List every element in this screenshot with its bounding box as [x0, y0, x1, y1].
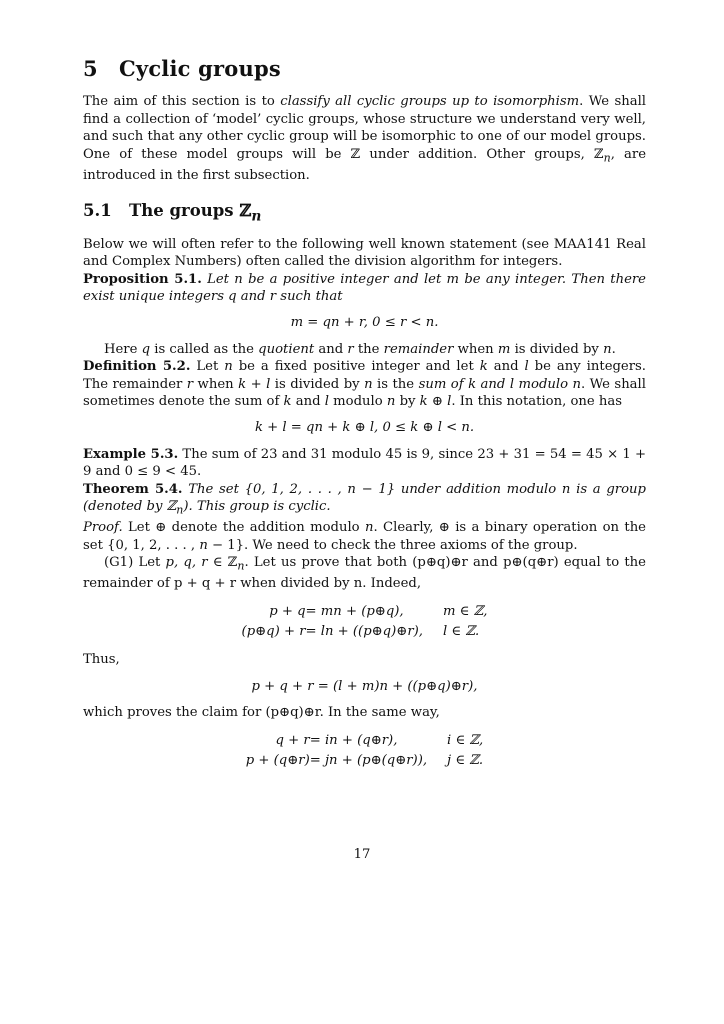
theorem-text-1: The set {0, 1, 2, . . . , n − 1} under addition modulo n is a group (denoted by ℤ [83, 481, 646, 515]
def-t2: be a fixed positive integer and let [232, 359, 480, 375]
here-t4: the [353, 341, 384, 357]
definition-label: Definition 5.2. [83, 359, 191, 375]
def-t6: is divided by [270, 376, 365, 392]
intro-subscript: n [603, 151, 611, 165]
intro-text-1: The aim of this section is to [83, 94, 281, 110]
theorem-5-4 [83, 481, 646, 519]
eq-rhs: = mn + (p⊕q), [305, 604, 404, 620]
thus-equation: p + q + r = (l + m)n + ((p⊕q)⊕r), [251, 678, 478, 694]
definition-equation: k + l = qn + k ⊕ l, 0 ≤ k ⊕ l < n. [254, 420, 475, 436]
example-text: The sum of 23 and 31 modulo 45 is 9, since 23 + 31 = 54 = 45 × 1 + 9 and 0 ≤ 9 < 45. [83, 446, 646, 480]
page-number: 17 [353, 847, 371, 862]
proposition-5-1 [83, 271, 646, 306]
here-t5: when [453, 341, 498, 357]
example-5-3 [83, 446, 646, 481]
def-t1: Let [190, 359, 225, 375]
proposition-text: Let n be a positive integer and let m be any integer. Then there exist unique integers q and r such that [83, 271, 646, 304]
proof-t2: . Clearly, ⊕ is a binary operation on the set {0, 1, 2, . . . , [83, 520, 646, 553]
definition-5-2 [83, 358, 646, 410]
def-t10: modulo [328, 394, 387, 410]
def-t5: when [193, 376, 239, 392]
proof-n1: n [364, 520, 374, 536]
intro-text-2: . We shall find a collection of ‘model’ cyclic groups, whose structure we understand very well, and such that any other cyclic group will be isomorphic to one of our model groups. One of these model groups will be ℤ under addition. Other groups, ℤ [83, 94, 647, 162]
proof-g1-paragraph [83, 554, 646, 592]
section-number: 5 [83, 56, 98, 81]
eq-lhs: p + (q⊕r) [245, 752, 310, 768]
here-remainder: remainder [383, 341, 454, 357]
g1-c: ∈ ℤ [207, 554, 238, 570]
proof-paragraph [83, 519, 646, 554]
section-heading [83, 56, 646, 81]
proof-t3: − 1}. We need to check the three axioms of the group. [207, 537, 578, 553]
eq-rhs: = ln + ((p⊕q)⊕r), [305, 623, 423, 639]
g1-b: p, q, r [165, 554, 208, 570]
g1-d: . Let us prove that both (p⊕q)⊕r and p⊕(q⊕r) equal to the remainder of p + q + r when divided by n. Indeed, [83, 554, 646, 591]
quotient-remainder-paragraph [83, 341, 646, 358]
page-body [83, 56, 647, 780]
here-t6: is divided by [510, 341, 604, 357]
g1-a: (G1) Let [104, 554, 166, 570]
eq-rhs: = in + (q⊕r), [309, 733, 398, 749]
def-r: r [186, 376, 194, 392]
here-t7: . [611, 341, 616, 357]
theorem-label: Theorem 5.4. [83, 481, 183, 497]
example-label: Example 5.3. [83, 446, 179, 462]
def-k1: k [479, 359, 488, 375]
def-t8: . We shall sometimes denote the sum of [83, 376, 646, 410]
def-t9: and [291, 394, 325, 410]
proof-n2: n [199, 537, 208, 553]
equation-block-2 [246, 731, 483, 770]
g1-sub: n [237, 559, 245, 573]
eq-lhs: (p⊕q) + r [241, 623, 306, 639]
equation-block-1 [242, 602, 488, 641]
subsection-number: 5.1 [83, 201, 112, 221]
here-q: q [141, 341, 151, 357]
def-kol: k ⊕ l [419, 394, 452, 410]
def-t7: is the [372, 376, 419, 392]
def-t3: and [487, 359, 525, 375]
intro-emphasis: classify all cyclic groups up to isomorphism [280, 94, 580, 110]
equation-row [242, 602, 488, 621]
proposition-label: Proposition 5.1. [83, 271, 202, 287]
subsection-heading [83, 202, 646, 226]
theorem-subscript: n [176, 503, 184, 517]
here-quotient: quotient [258, 341, 315, 357]
def-k2: k [283, 394, 292, 410]
which-proves-text: which proves the claim for (p⊕q)⊕r. In the same way, [83, 705, 440, 720]
eq-cond: m ∈ ℤ, [442, 604, 488, 620]
here-n: n [603, 341, 612, 357]
thus-text: Thus, [83, 652, 120, 668]
eq-lhs: q + r [275, 733, 310, 749]
here-t1: Here [104, 341, 142, 357]
def-t4: be any integers. The remainder [83, 359, 647, 392]
equation-row [246, 751, 483, 770]
def-n3: n [386, 394, 396, 410]
equation-row [242, 622, 488, 641]
def-t12: . In this notation, one has [451, 394, 623, 410]
theorem-text-2: ). This group is cyclic. [183, 499, 331, 515]
def-t11: by [395, 394, 420, 410]
proof-t1: Let ⊕ denote the addition modulo [122, 520, 365, 536]
subsection-title: The groups ℤ [129, 201, 252, 221]
eq-cond: i ∈ ℤ, [447, 733, 484, 749]
division-algorithm-paragraph: Below we will often refer to the following well known statement (see MAA141 Real and Complex Numbers) often called the division algorithm for integers. [83, 236, 646, 270]
def-l2: l [324, 394, 329, 410]
def-l1: l [524, 359, 529, 375]
equation-row [246, 731, 483, 750]
def-sum-emph: sum of k and l modulo n [418, 376, 582, 392]
eq-rhs: = jn + (p⊕(q⊕r)), [309, 752, 428, 768]
eq-cond: l ∈ ℤ. [442, 623, 480, 639]
subsection-subscript: n [251, 208, 262, 225]
here-t3: and [314, 341, 348, 357]
def-kpl: k + l [238, 376, 271, 392]
here-t2: is called as the [150, 341, 259, 357]
proof-label: Proof. [83, 520, 123, 536]
def-n1: n [224, 359, 233, 375]
section-title: Cyclic groups [119, 56, 281, 81]
intro-paragraph [83, 93, 646, 184]
def-n2: n [364, 376, 373, 392]
intro-text-3: , are introduced in the first subsection. [83, 146, 647, 183]
here-m: m [497, 341, 511, 357]
eq-cond: j ∈ ℤ. [447, 752, 484, 768]
eq-lhs: p + q [269, 604, 306, 620]
here-r: r [347, 341, 354, 357]
proposition-equation: m = qn + r, 0 ≤ r < n. [290, 315, 439, 331]
